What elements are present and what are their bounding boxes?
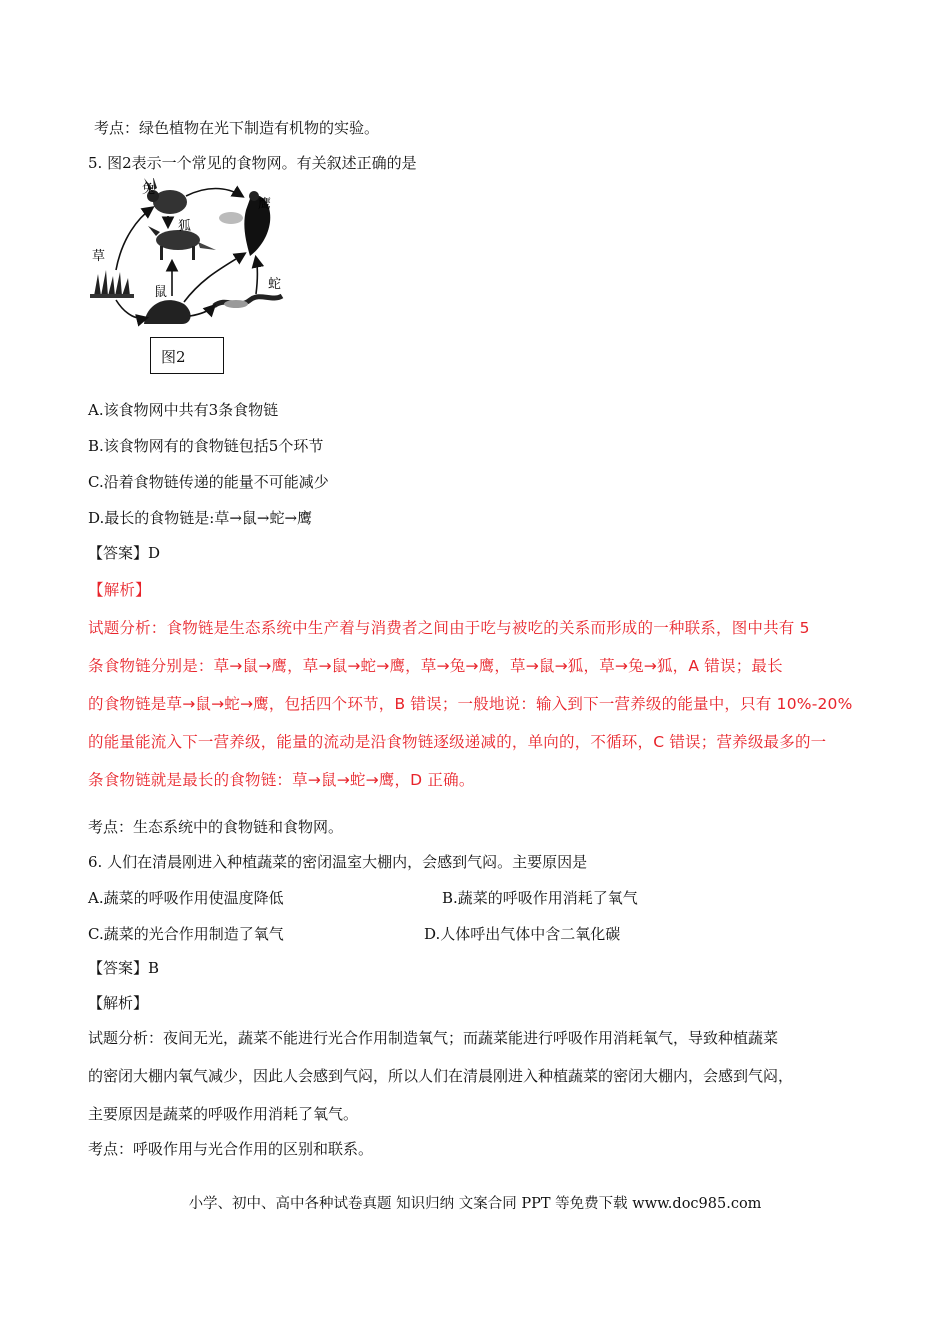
mouse-icon: [144, 300, 191, 324]
q5-kaodian: 考点：生态系统中的食物链和食物网。: [88, 818, 344, 836]
q5-analysis-line: 条食物链就是最长的食物链：草→鼠→蛇→鹰，D 正确。: [88, 771, 475, 789]
q5-option-d: D.最长的食物链是:草→鼠→蛇→鹰: [88, 509, 313, 527]
grass-icon: [90, 270, 134, 298]
q5-answer: 【答案】D: [88, 544, 161, 562]
q6-analysis-line: 主要原因是蔬菜的呼吸作用消耗了氧气。: [88, 1105, 359, 1123]
q6-analysis-heading: 【解析】: [88, 994, 149, 1012]
label-rabbit: 兔: [142, 182, 156, 197]
figure-caption-box: [150, 337, 224, 374]
page-footer: 小学、初中、高中各种试卷真题 知识归纳 文案合同 PPT 等免费下载 www.doc985.com: [188, 1196, 762, 1212]
q6-analysis-line: 试题分析：夜间无光，蔬菜不能进行光合作用制造氧气；而蔬菜能进行呼吸作用消耗氧气，导致种植蔬菜: [88, 1029, 779, 1047]
q6-kaodian: 考点：呼吸作用与光合作用的区别和联系。: [88, 1140, 374, 1158]
label-fox: 狐: [178, 219, 192, 234]
q5-question: 5. 图2表示一个常见的食物网。有关叙述正确的是: [88, 154, 417, 172]
label-mouse: 鼠: [154, 285, 168, 300]
q5-analysis-line: 的能量能流入下一营养级，能量的流动是沿食物链逐级递减的，单向的，不循环，C 错误；营养级最多的一: [88, 733, 827, 751]
q5-analysis-line: 试题分析：食物链是生态系统中生产着与消费者之间由于吃与被吃的关系而形成的一种联系，图中共有 5: [88, 619, 810, 637]
food-web-figure: [86, 178, 296, 328]
q4-kaodian: 考点：绿色植物在光下制造有机物的实验。: [94, 119, 380, 137]
label-eagle: 鹰: [258, 197, 272, 212]
q6-option-b: B.蔬菜的呼吸作用消耗了氧气: [442, 889, 638, 907]
q6-analysis-line: 的密闭大棚内氧气减少，因此人会感到气闷，所以人们在清晨刚进入种植蔬菜的密闭大棚内，会感到气闷，: [88, 1067, 794, 1085]
label-snake: 蛇: [268, 277, 282, 292]
q5-option-c: C.沿着食物链传递的能量不可能减少: [88, 473, 329, 491]
q6-option-c: C.蔬菜的光合作用制造了氧气: [88, 925, 284, 943]
q5-option-a: A.该食物网中共有3条食物链: [88, 401, 279, 419]
figure-caption: 图2: [161, 348, 186, 366]
q5-option-b: B.该食物网有的食物链包括5个环节: [88, 437, 324, 455]
q6-option-d: D.人体呼出气体中含二氧化碳: [424, 925, 621, 943]
q6-option-a: A.蔬菜的呼吸作用使温度降低: [88, 889, 284, 907]
q6-question: 6. 人们在清晨刚进入种植蔬菜的密闭温室大棚内，会感到气闷。主要原因是: [88, 853, 588, 871]
snake-icon: [214, 296, 282, 308]
q5-analysis-line: 条食物链分别是：草→鼠→鹰，草→鼠→蛇→鹰，草→兔→鹰，草→鼠→狐，草→兔→狐，A 错误；最长: [88, 657, 783, 675]
q5-analysis-line: 的食物链是草→鼠→蛇→鹰，包括四个环节，B 错误；一般地说：输入到下一营养级的能量中，只有 10%-20%: [88, 695, 853, 713]
label-grass: 草: [92, 249, 106, 264]
q5-analysis-heading: 【解析】: [88, 581, 151, 599]
q6-answer: 【答案】B: [88, 959, 160, 977]
